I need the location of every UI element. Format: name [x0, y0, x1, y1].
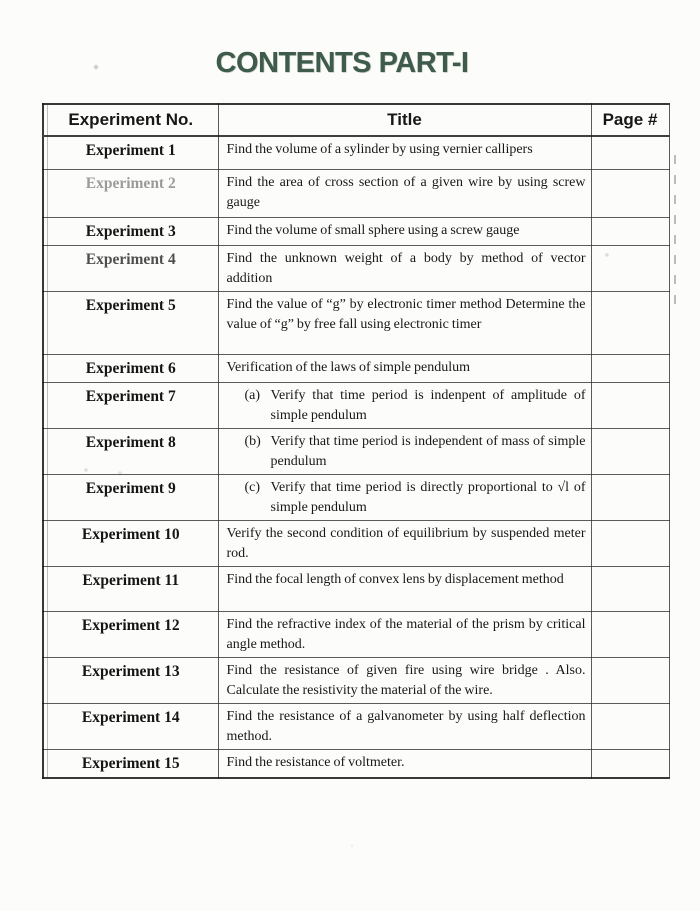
contents-table-wrap — [42, 103, 670, 779]
experiment-title-cell — [218, 217, 591, 245]
experiment-no-cell: Experiment 7 — [43, 382, 218, 428]
experiment-no-cell: Experiment 3 — [43, 217, 218, 245]
page-number-cell — [591, 611, 669, 657]
page-number-cell — [591, 382, 669, 428]
page-number-cell — [591, 354, 669, 382]
experiment-no-cell: Experiment 15 — [43, 749, 218, 778]
experiment-title-cell — [218, 749, 591, 778]
page-number-cell — [591, 703, 669, 749]
experiment-no-cell: Experiment 5 — [43, 291, 218, 354]
experiment-no-cell: Experiment 11 — [43, 566, 218, 611]
table-row — [43, 703, 669, 749]
experiment-no-cell: Experiment 10 — [43, 520, 218, 566]
experiment-no-cell: Experiment 9 — [43, 474, 218, 520]
experiment-title-text: Find the value of “g” by electronic timer method Determine the value of “g” by free fall using electronic timer — [226, 296, 586, 332]
experiment-title-text: Find the resistance of given fire using wire bridge . Also. Calculate the resistivity the material of the wire. — [226, 662, 586, 698]
table-row — [43, 657, 669, 703]
list-marker: (c) — [244, 479, 261, 495]
experiment-title-text: Verify that time period is directly proportional to √l of simple pendulum — [270, 479, 586, 515]
page-number-cell — [591, 749, 669, 778]
table-row — [43, 291, 669, 354]
table-row — [43, 382, 669, 428]
experiment-title-cell — [218, 703, 591, 749]
table-row — [43, 749, 669, 778]
experiment-no-cell: Experiment 14 — [43, 703, 218, 749]
experiment-title-cell — [218, 354, 591, 382]
experiment-no-cell: Experiment 2 — [43, 169, 218, 217]
table-row — [43, 217, 669, 245]
table-row — [43, 566, 669, 611]
experiment-title-cell — [218, 428, 591, 474]
experiment-title-cell — [218, 382, 591, 428]
experiment-title-text: Find the volume of a sylinder by using vernier callipers — [226, 142, 533, 157]
page-number-cell — [591, 566, 669, 611]
table-row — [43, 245, 669, 291]
table-row — [43, 474, 669, 520]
experiment-title-cell — [218, 520, 591, 566]
experiment-no-cell: Experiment 6 — [43, 354, 218, 382]
table-row — [43, 428, 669, 474]
experiment-title-cell — [218, 245, 591, 291]
list-marker: (a) — [244, 387, 261, 403]
table-row — [43, 520, 669, 566]
page-number-cell — [591, 520, 669, 566]
lettered-item — [227, 432, 586, 472]
table-row — [43, 354, 669, 382]
list-marker: (b) — [244, 433, 261, 449]
experiment-title-text: Verify the second condition of equilibrium by suspended meter rod. — [226, 525, 586, 561]
experiment-title-cell — [218, 657, 591, 703]
experiment-title-cell — [218, 291, 591, 354]
experiment-title-text: Verification of the laws of simple pendulum — [226, 359, 470, 375]
experiment-title-text: Find the refractive index of the material of the prism by critical angle method. — [226, 616, 586, 652]
header-title: Title — [218, 104, 591, 136]
page-number-cell — [591, 291, 669, 354]
experiment-no-cell: Experiment 12 — [43, 611, 218, 657]
page-number-cell — [591, 428, 669, 474]
experiment-title-cell — [218, 136, 591, 169]
page-number-cell — [591, 474, 669, 520]
table-row — [43, 611, 669, 657]
page-number-cell — [591, 136, 669, 169]
experiment-no-cell: Experiment 8 — [43, 428, 218, 474]
page-number-cell — [591, 657, 669, 703]
contents-table — [42, 103, 670, 779]
experiment-title-cell — [218, 611, 591, 657]
header-row — [43, 104, 669, 136]
experiment-title-cell — [218, 566, 591, 611]
table-row — [43, 136, 669, 169]
lettered-item — [227, 478, 586, 518]
lettered-item — [227, 386, 586, 426]
experiment-title-text: Verify that time period is independent of mass of simple pendulum — [270, 433, 586, 469]
header-page: Page # — [591, 104, 669, 136]
page-number-cell — [591, 245, 669, 291]
experiment-title-text: Find the focal length of convex lens by displacement method — [226, 571, 564, 587]
experiment-title-cell — [218, 474, 591, 520]
experiment-title-text: Find the volume of small sphere using a screw gauge — [226, 222, 520, 238]
experiment-no-cell: Experiment 1 — [43, 136, 218, 169]
experiment-no-cell: Experiment 13 — [43, 657, 218, 703]
experiment-title-text: Verify that time period is indenpent of amplitude of simple pendulum — [270, 387, 586, 423]
experiment-title-text: Find the area of cross section of a given wire by using screw gauge — [226, 174, 586, 210]
page-number-cell — [591, 169, 669, 217]
experiment-no-cell: Experiment 4 — [43, 245, 218, 291]
experiment-title-text: Find the resistance of voltmeter. — [226, 754, 405, 770]
experiment-title-text: Find the unknown weight of a body by method of vector addition — [226, 250, 586, 286]
page-title: CONTENTS PART-I — [215, 47, 469, 79]
experiment-title-cell — [218, 169, 591, 217]
header-experiment-no: Experiment No. — [43, 104, 218, 136]
page-number-cell — [591, 217, 669, 245]
experiment-title-text: Find the resistance of a galvanometer by using half deflection method. — [226, 708, 586, 744]
table-row — [43, 169, 669, 217]
